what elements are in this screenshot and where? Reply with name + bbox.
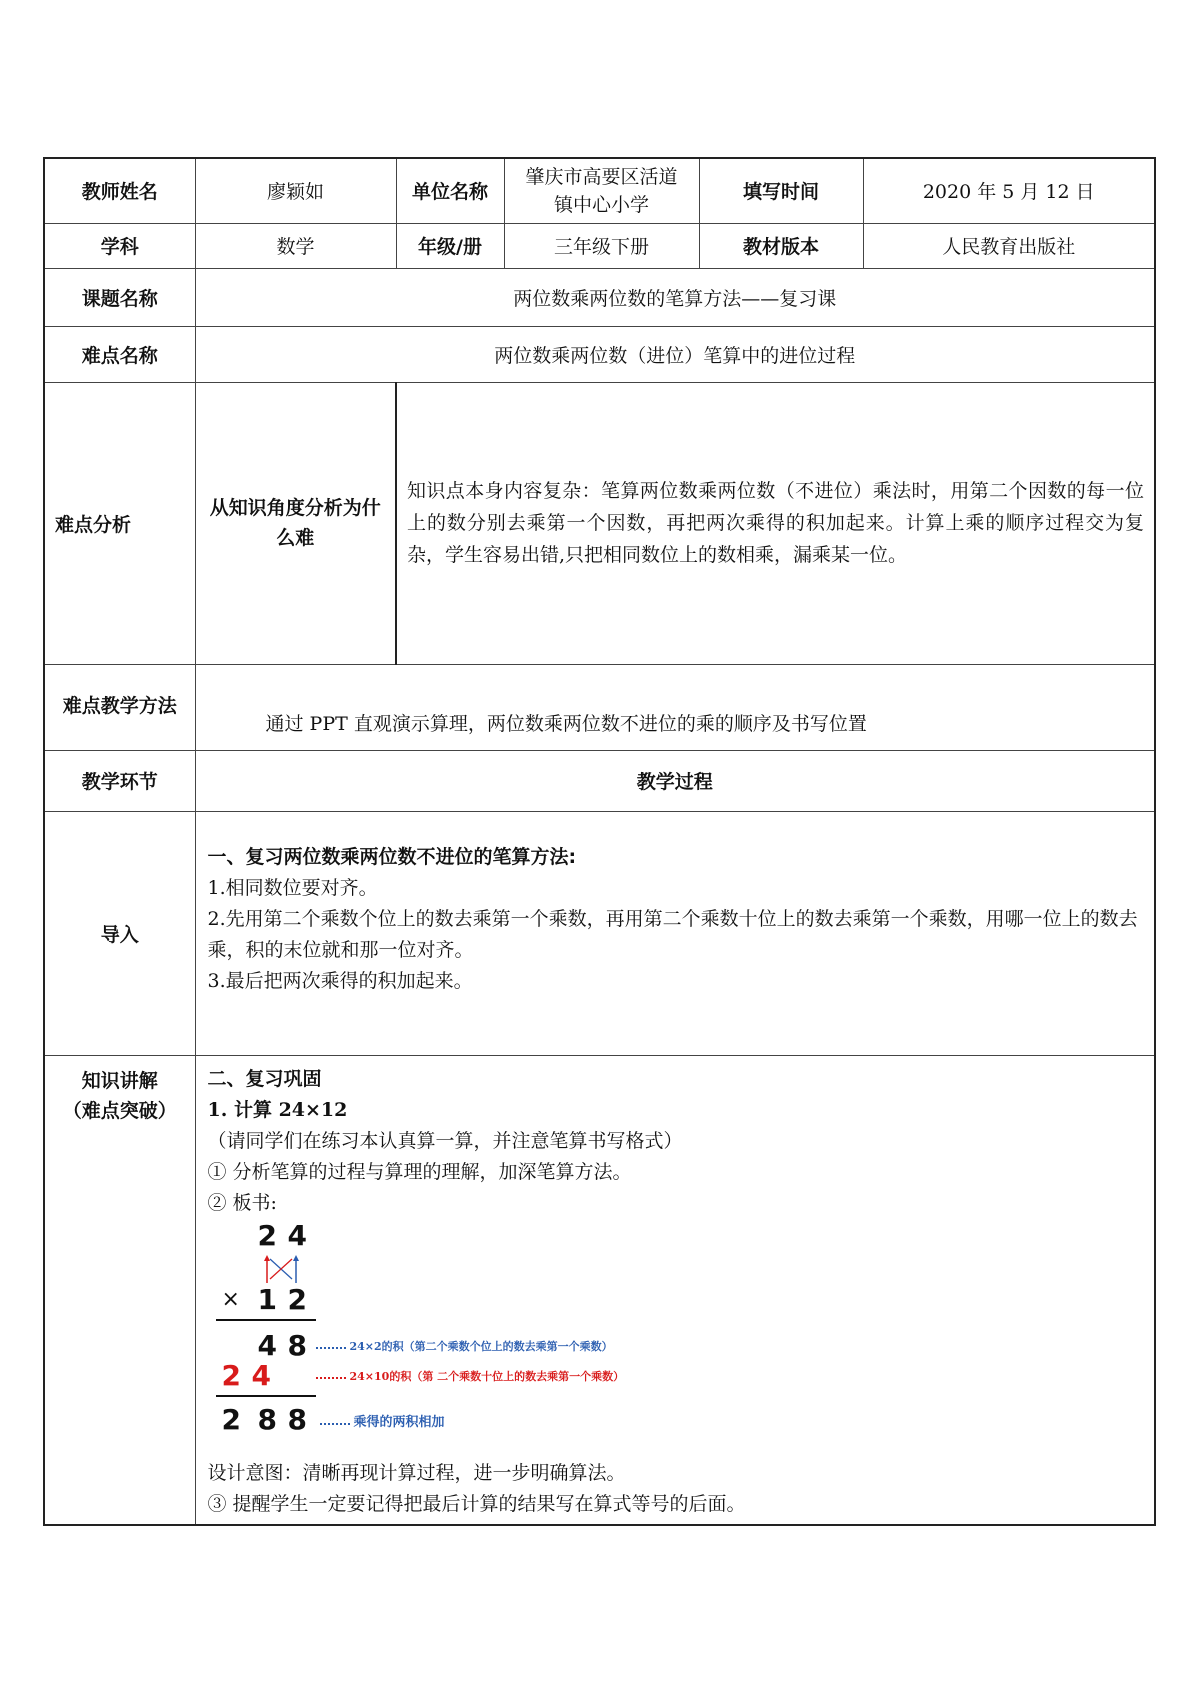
intro-heading: 一、复习两位数乘两位数不进位的笔算方法: [207,845,577,868]
dots-note3 [320,1423,350,1425]
intro-body [195,811,1155,1055]
unit-label: 单位名称 [396,158,504,223]
result-tens: 8 [257,1402,277,1436]
process-label: 教学环节 [44,750,195,811]
teacher-label: 教师姓名 [44,158,195,223]
knowledge-label-line2: （难点突破） [62,1099,177,1122]
dots-note1 [316,1347,346,1349]
multiply-arrows-icon [258,1253,318,1285]
time-label: 填写时间 [699,158,863,223]
difficulty-label: 难点名称 [44,326,195,382]
intro-row [44,811,1155,1055]
times-sign: × [221,1286,240,1312]
result-hundreds: 2 [221,1402,241,1436]
intro-line-3: 3.最后把两次乘得的积加起来。 [207,969,473,992]
partial1-tens: 4 [257,1328,277,1362]
design-intent: 设计意图：清晰再现计算过程，进一步明确算法。 [207,1461,626,1484]
knowledge-label-line1: 知识讲解 [81,1069,158,1092]
topic-label: 课题名称 [44,268,195,326]
partial1-ones: 8 [287,1328,307,1362]
result-ones: 8 [287,1402,307,1436]
knowledge-row [44,1055,1155,1525]
intro-label: 导入 [44,811,195,1055]
difficulty-value: 两位数乘两位数（进位）笔算中的进位过程 [195,326,1155,382]
lesson-plan-sheet [43,157,1154,1526]
edition-value: 人民教育出版社 [863,223,1155,268]
note-partial2: 24×10的积（第 二个乘数十位上的数去乘第一个乘数） [349,1369,625,1383]
method-text: 通过 PPT 直观演示算理，两位数乘两位数不进位的乘的顺序及书写位置 [195,664,1155,750]
method-row [44,664,1155,750]
knowledge-label [44,1055,195,1525]
top-digit-ones: 4 [287,1218,307,1252]
intro-line-2: 2.先用第二个乘数个位上的数去乘第一个乘数，再用第二个乘数十位上的数去乘第一个乘数，用哪一位上的数去乘，积的末位就和那一位对齐。 [207,907,1138,961]
rule-line-1 [216,1319,316,1321]
bottom-digit-tens: 1 [257,1282,277,1316]
grade-label: 年级/册 [396,223,504,268]
analysis-text: 知识点本身内容复杂：笔算两位数乘两位数（不进位）乘法时，用第二个因数的每一位上的数分别去乘第一个因数，再把两次乘得的积加起来。计算上乘的顺序过程交为复杂，学生容易出错,只把相同数位上的数相乘，漏乘某一位。 [396,382,1155,664]
topic-row [44,268,1155,326]
method-label: 难点教学方法 [44,664,195,750]
note-partial1: 24×2的积（第二个乘数个位上的数去乘第一个乘数） [349,1339,613,1353]
rule-line-2 [216,1395,316,1397]
knowledge-item1-note: （请同学们在练习本认真算一算，并注意笔算书写格式） [207,1129,683,1152]
knowledge-heading: 二、复习巩固 [207,1067,322,1090]
bottom-digit-ones: 2 [287,1282,307,1316]
vertical-multiplication [208,1218,908,1436]
teacher-value: 廖颖如 [195,158,396,223]
subject-value: 数学 [195,223,396,268]
header-row-1 [44,158,1155,223]
analysis-label: 难点分析 [44,382,195,664]
lesson-plan-table [43,157,1156,1526]
partial2-hundreds: 2 [221,1358,241,1392]
process-header-row [44,750,1155,811]
topic-value: 两位数乘两位数的笔算方法——复习课 [195,268,1155,326]
unit-value: 肇庆市高要区活道镇中心小学 [504,158,699,223]
analysis-sub-label: 从知识角度分析为什么难 [195,382,396,664]
knowledge-step3: ③ 提醒学生一定要记得把最后计算的结果写在算式等号的后面。 [207,1492,746,1515]
partial2-tens: 4 [251,1358,271,1392]
time-value: 2020 年 5 月 12 日 [863,158,1155,223]
process-value: 教学过程 [195,750,1155,811]
knowledge-body [195,1055,1155,1525]
grade-value: 三年级下册 [504,223,699,268]
knowledge-step2: ② 板书: [207,1191,277,1214]
top-digit-tens: 2 [257,1218,277,1252]
subject-label: 学科 [44,223,195,268]
edition-label: 教材版本 [699,223,863,268]
intro-line-1: 1.相同数位要对齐。 [207,876,378,899]
knowledge-step1: ① 分析笔算的过程与算理的理解，加深笔算方法。 [207,1160,632,1183]
dots-note2 [316,1377,346,1379]
analysis-row [44,382,1155,664]
note-sum: 乘得的两积相加 [353,1414,445,1430]
header-row-2 [44,223,1155,268]
knowledge-item1: 1. 计算 24×12 [207,1098,348,1121]
difficulty-row [44,326,1155,382]
